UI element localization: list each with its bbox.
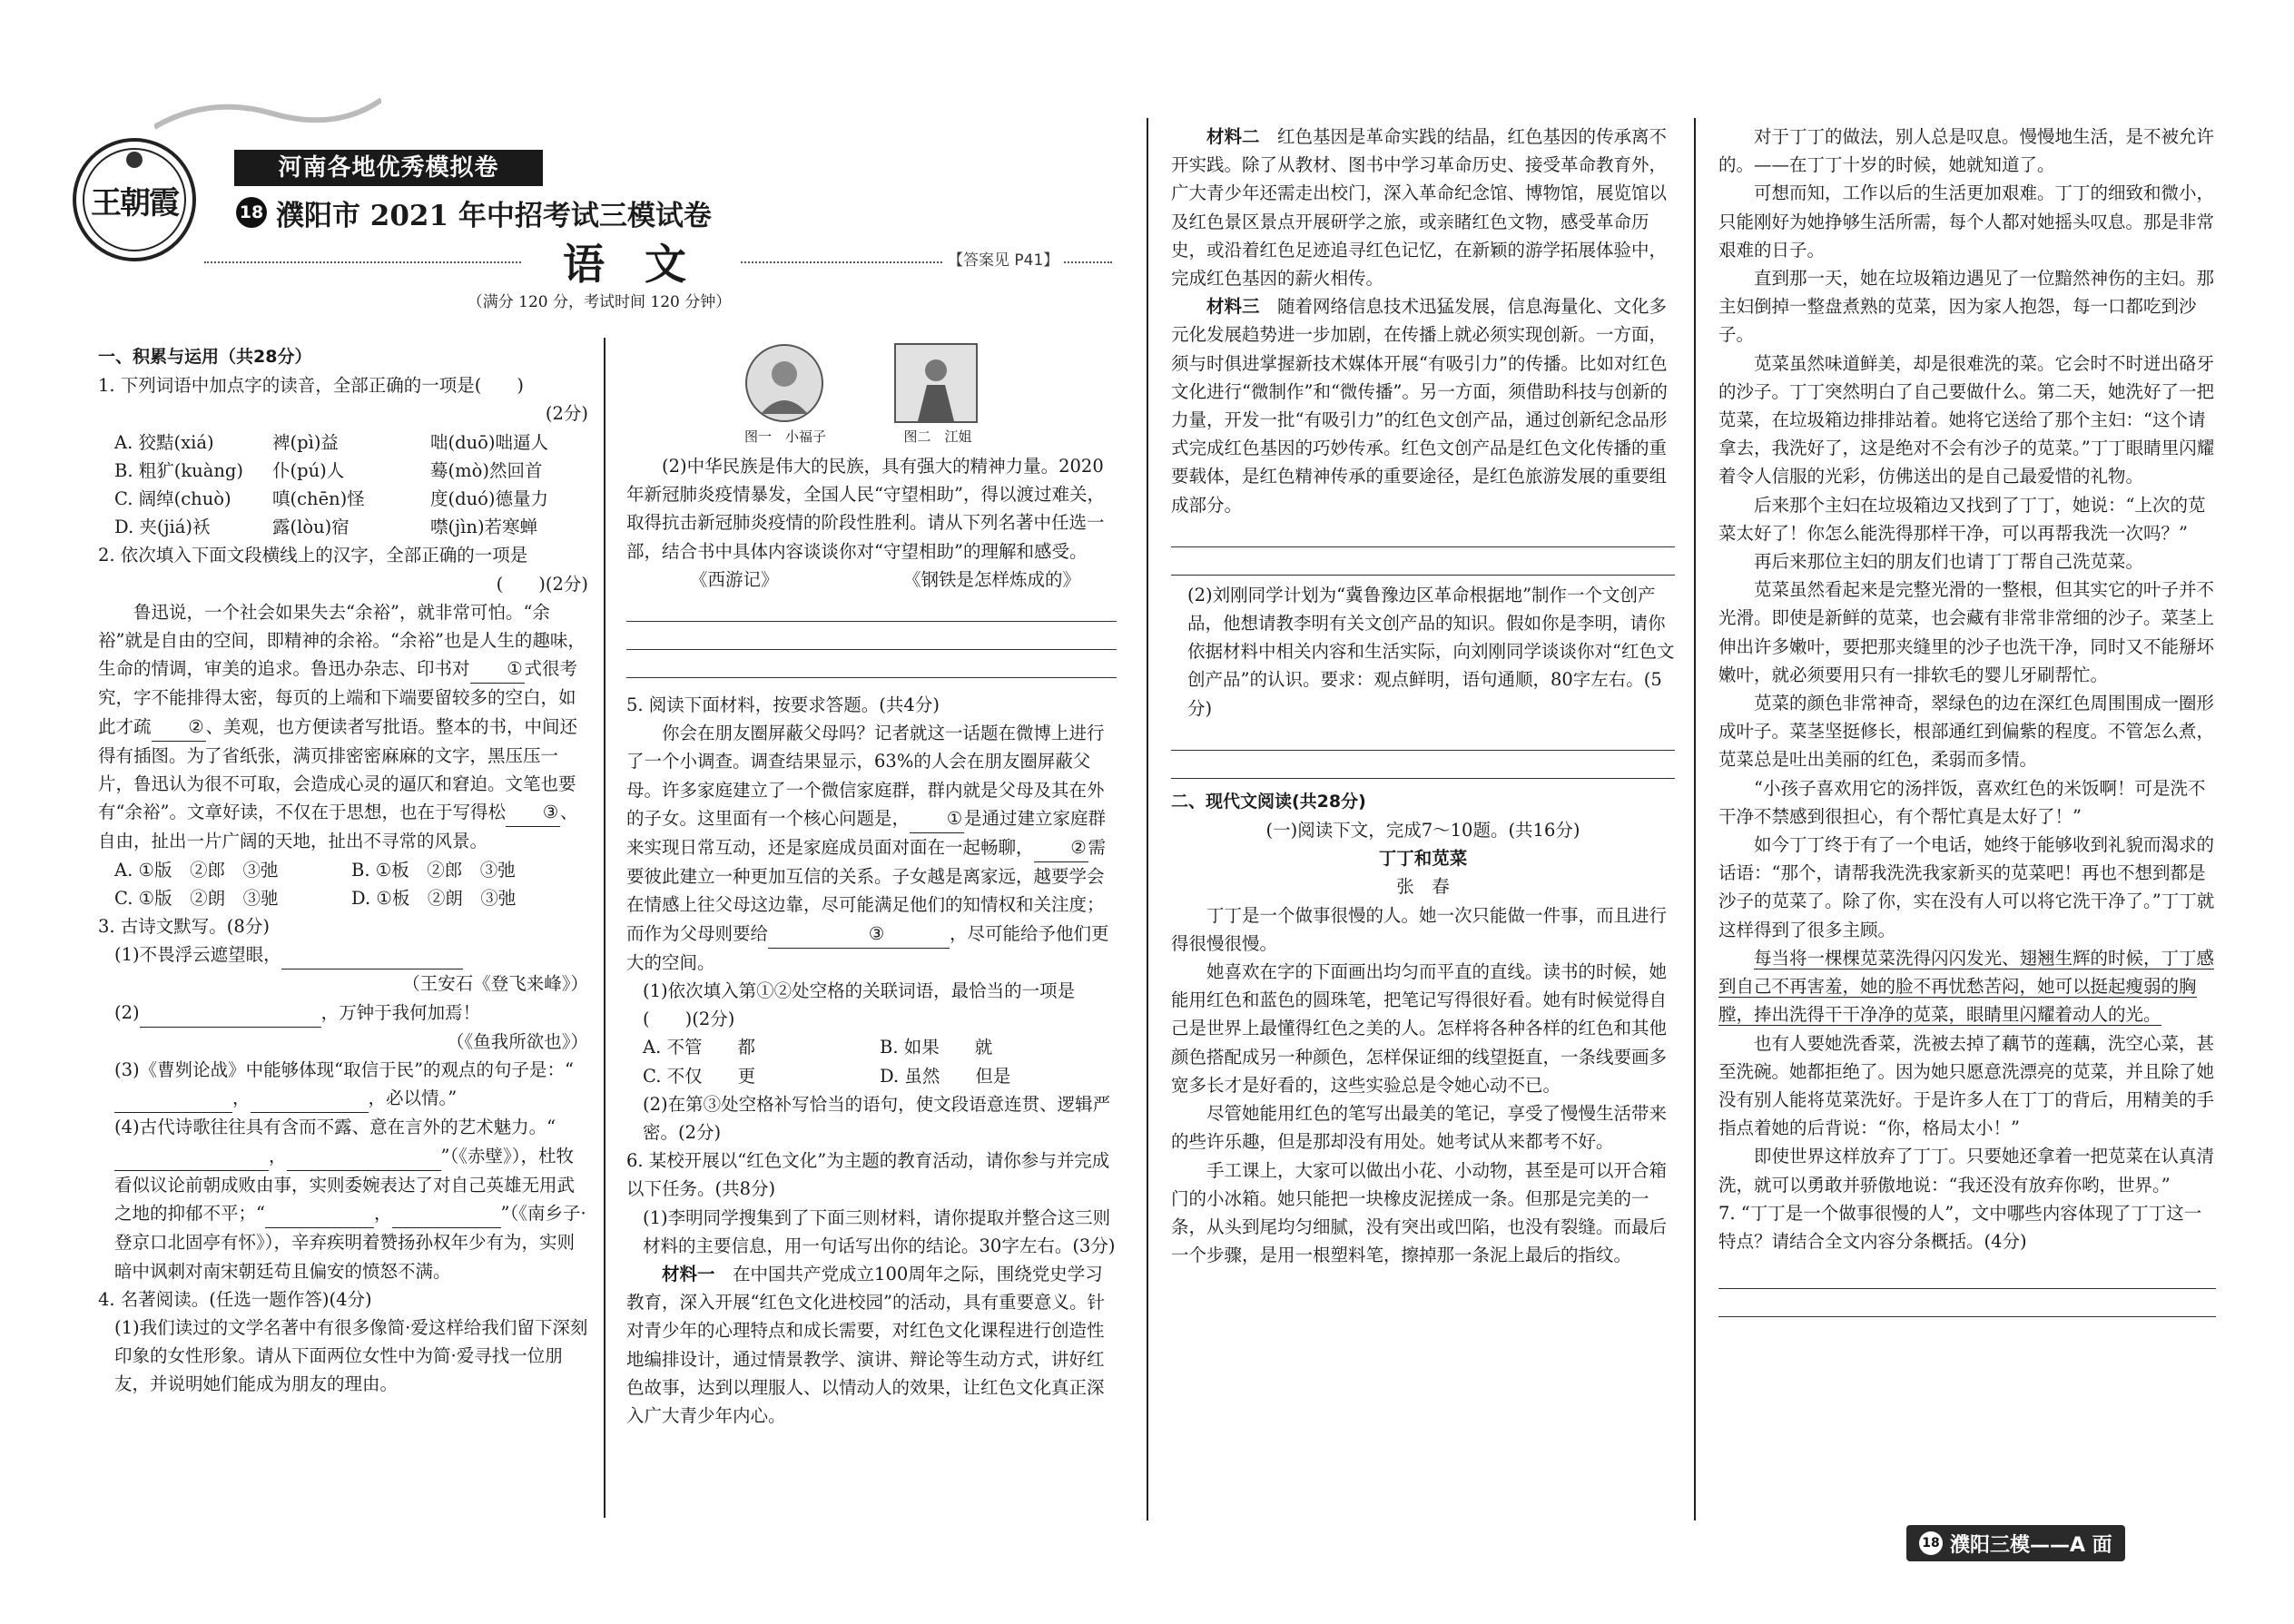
q3-items: (1)不畏浮云遮望眼， （王安石《登飞来峰》） (2) ，万钟于我何加焉！ （《鱼我所欲也》） (3)《曹刿论战》中能够体现“取信于民”的观点的句子是：“ ， ，必以情。” (4)古代诗歌往往具有含而不露、意在言外的艺术魅力。“ ， ”（《赤壁》），杜牧看似议论前朝成败由事，实则委婉表达了对自己英雄无用武之地的抑郁不平；“ ， ”（《南乡子·登京口北固亭有怀》），辛弃疾明着赞扬孙权年少有为，实则暗中讽刺对南宋朝廷苟且偏安的愤怒不满。: [98, 940, 588, 1284]
section2-title: 二、现代文阅读(共28分): [1171, 791, 1366, 812]
story-paragraph: 苋菜的颜色非常神奇，翠绿色的边在深红色周围围成一圈形成叶子。菜茎坚挺修长，根部通红到偏紫的程度。不管怎么煮，苋菜总是吐出美丽的红色，柔弱而多情。: [1718, 693, 2215, 771]
story-paragraph: 她喜欢在字的下面画出均匀而平直的直线。读书的时候，她能用红色和蓝色的圆珠笔，把笔记写得很好看。她有时候觉得自己是世界上最懂得红色之美的人。怎样将各种各样的红色和其他颜色搭配成另一种颜色，怎样保证细的线望挺直，一条线要画多宽多长才是好看的，这些实验总是令她心动不已。: [1171, 961, 1668, 1096]
story-paragraph: 苋菜虽然看起来是完整光滑的一整根，但其实它的叶子并不光滑。即使是新鲜的苋菜，也会藏有非常非常细的沙子。菜茎上伸出许多嫩叶，要把那夹缝里的沙子也洗干净，同时又不能掰坏嫩叶，就必须要用只有一排软毛的婴儿牙刷帮忙。: [1718, 579, 2215, 685]
q2-stem: 2. 依次填入下面文段横线上的汉字，全部正确的一项是: [98, 545, 528, 566]
answer-blank[interactable]: [114, 1084, 232, 1113]
figure-portrait-icon: [894, 343, 978, 423]
footer-label: 濮阳三模——A 面: [1950, 1533, 2112, 1557]
footer-number-badge: 18: [1919, 1531, 1943, 1555]
q1-stem: 1. 下列词语中加点字的读音，全部正确的一项是( ): [98, 375, 525, 397]
story-paragraph: 再后来那位主妇的朋友们也请丁丁帮自己洗苋菜。: [1754, 551, 2144, 573]
answer-line[interactable]: [1718, 1289, 2216, 1317]
exam-title: 濮阳市 2021 年中招考试三模试卷: [276, 199, 712, 232]
column-divider-1: [604, 338, 605, 1518]
q1-option-row: A. 狡黠(xiá) 裨(pì)益 咄(duō)咄逼人: [114, 431, 548, 453]
series-banner: 河南各地优秀模拟卷: [234, 150, 543, 186]
story-paragraph: 即使世界这样放弃了丁丁。只要她还拿着一把苋菜在认真清洗，就可以勇敢并骄傲地说：“我还没有放弃你哟，世界。”: [1718, 1146, 2215, 1196]
q1-score: (2分): [545, 403, 588, 425]
exam-number-badge: 18: [236, 197, 267, 228]
page-footer-badge: [1906, 1525, 2125, 1561]
figure-2: [894, 343, 978, 423]
section1-title: 一、积累与运用（共28分）: [98, 347, 312, 367]
q4-part1: (1)我们读过的文学名著中有很多像简·爱这样给我们留下深刻印象的女性形象。请从下面两位女性中为简·爱寻找一位朋友，并说明她们能成为朋友的理由。: [114, 1316, 588, 1395]
subject-title: 语 文: [522, 231, 740, 291]
answer-blank[interactable]: [287, 1142, 441, 1171]
q1-option-row: D. 夹(jiá)袄 露(lòu)宿 噤(jìn)若寒蝉: [114, 517, 538, 538]
exam-title-row: [236, 192, 712, 232]
answer-line[interactable]: [1171, 751, 1675, 779]
q5-sub1-options: A. 不管 都 B. 如果 就 C. 不仅 更 D. 虽然 但是: [643, 1037, 1011, 1087]
q1-option-row: B. 粗犷(kuàng) 仆(pú)人 蓦(mò)然回首: [114, 459, 543, 481]
answer-line[interactable]: [626, 594, 1117, 622]
q2-options: A. ①版 ②郎 ③弛 B. ①板 ②郎 ③弛 C. ①版 ②朗 ③驰 D. ①板 ②朗 ③弛: [114, 859, 517, 909]
story-paragraph: 可想而知，工作以后的生活更加艰难。丁丁的细致和微小，只能刚好为她挣够生活所需，每个人都对她摇头叹息。那是非常艰难的日子。: [1718, 182, 2215, 261]
q5-sub2: (2)在第③处空格补写恰当的语句，使文段语意连贯、逻辑严密。(2分): [643, 1093, 1111, 1144]
q1-options: [98, 428, 588, 542]
q4-part2: (2)中华民族是伟大的民族，具有强大的精神力量。2020年新冠肺炎疫情暴发，全国人民“守望相助”，得以渡过难关，取得抗击新冠肺炎疫情的阶段性胜利。请从下列名著中任选一部，结合书中具体内容谈谈你对“守望相助”的理解和感受。: [626, 456, 1105, 562]
story-paragraph: 也有人要她洗香菜，洗被去掉了藕节的莲藕，洗空心菜，甚至洗碗。她都拒绝了。因为她只愿意洗漂亮的苋菜，并且除了她没有别人能将苋菜洗好。于是许多人在丁丁的背后，用精美的手指点着她的后背说：“你，格局太小！”: [1718, 1032, 2215, 1139]
q6-material-3: 材料三 随着网络信息技术迅猛发展，信息海量化、文化多元化发展趋势进一步加剧，在传播上就必须实现创新。一方面，须与时俱进掌握新技术媒体开展“有吸引力”的传播。比如对红色文化进行“微制作”和“微传播”。另一方面，须借助科技与创新的力量，开发一批“有吸引力”的红色文创产品，通过创新纪念品形式完成红色基因的巧妙传承。红色文创产品是红色文化传播的重要载体，是红色精神传承的重要途径，是红色旅游发展的重要组成部分。: [1171, 296, 1668, 516]
section2-part1: (一)阅读下文，完成7～10题。(共16分): [1265, 820, 1580, 842]
ribbon-icon: [154, 91, 381, 136]
story-title: 丁丁和苋菜: [1378, 848, 1468, 870]
answer-line[interactable]: [626, 650, 1117, 678]
q6-material-1: 材料一 在中国共产党成立100周年之际，围绕党史学习教育，深入开展“红色文化进校园”的活动，具有重要意义。针对青少年的心理特点和成长需要，对红色文化课程进行创造性地编排设计，通过情景教学、演讲、辩论等生动方式，讲好红色故事，达到以理服人、以情动人的效果，让红色文化真正深入广大青少年内心。: [626, 1264, 1105, 1427]
story-underlined-paragraph: 每当将一棵棵苋菜洗得闪闪发光、翅翘生辉的时候，丁丁感到自己不再害羞，她的脸不再忧愁苦闷，她可以挺起瘦弱的胸膛，捧出洗得干干净净的苋菜，眼睛里闪耀着动人的光。: [1718, 947, 2215, 1026]
logo-text: 王朝霞: [91, 185, 178, 221]
story-paragraph: 丁丁是一个做事很慢的人。她一次只能做一件事，而且进行得很慢很慢。: [1171, 904, 1668, 954]
q5-stem: 5. 阅读下面材料，按要求答题。(共4分): [626, 694, 940, 716]
q1-option-row: C. 阔绰(chuò) 嗔(chēn)怪 度(duó)德量力: [114, 488, 548, 510]
answer-blank[interactable]: [392, 1199, 501, 1228]
answer-reference: 【答案见 P41】: [944, 247, 1062, 270]
column-2: [626, 452, 1117, 1430]
answer-line[interactable]: [1171, 547, 1675, 576]
logo-seal: [71, 136, 198, 263]
exam-info: （满分 120 分，考试时间 120 分钟）: [467, 293, 732, 311]
figure-2-caption: 图二 江姐: [903, 428, 972, 445]
story-paragraph: 后来那个主妇在垃圾箱边又找到了丁丁，她说：“上次的苋菜太好了！你怎么能洗得那样干净，可以再帮我洗一次吗？”: [1718, 494, 2206, 544]
story-paragraph: 直到那一天，她在垃圾箱边遇见了一位黯然神伤的主妇。那主妇倒掉一整盘煮熟的苋菜，因为家人抱怨，每一口都吃到沙子。: [1718, 268, 2215, 346]
q6-sub1: (1)李明同学搜集到了下面三则材料，请你提取并整合这三则材料的主要信息，用一句话写出你的结论。30字左右。(3分): [643, 1206, 1116, 1256]
column-3: [1171, 123, 1675, 1269]
story-paragraph: 手工课上，大家可以做出小花、小动物，甚至是可以开合箱门的小冰箱。她只能把一块橡皮泥搓成一条。但那是完美的一条，从头到尾均匀细腻，没有突出或凹陷，也没有裂缝。而最后一个步骤，是用一根塑料笔，擦掉那一条泥上最后的指纹。: [1171, 1159, 1668, 1266]
figure-1-caption: 图一 小福子: [743, 428, 826, 445]
answer-blank[interactable]: [251, 1084, 369, 1113]
figure-portrait-icon: [744, 343, 824, 423]
story-paragraph: 尽管她能用红色的笔写出最美的笔记，享受了慢慢生活带来的些许乐趣，但是那却没有用处。她考试从来都考不好。: [1171, 1103, 1668, 1153]
answer-blank[interactable]: [281, 940, 463, 969]
answer-line[interactable]: [1718, 1261, 2216, 1289]
story-paragraph: 如今丁丁终于有了一个电话，她终于能够收到礼貌而渴求的话语：“那个，请帮我洗洗我家新买的苋菜吧！再也不想到都是沙子的苋菜了。除了你，实在没有人可以将它洗干净了。”丁丁就这样得到了很多主顾。: [1718, 834, 2215, 940]
column-4: [1718, 123, 2216, 1317]
q6-stem: 6. 某校开展以“红色文化”为主题的教育活动，请你参与并完成以下任务。(共8分): [626, 1150, 1110, 1200]
answer-blank[interactable]: [140, 999, 321, 1028]
q2-score: ( )(2分): [496, 573, 588, 595]
center-fold-divider: [1147, 118, 1148, 1521]
answer-line[interactable]: [1171, 519, 1675, 547]
q5-sub1: (1)依次填入第①②处空格的关联词语，最恰当的一项是( )(2分): [643, 980, 1076, 1030]
answer-blank[interactable]: [114, 1142, 269, 1171]
figure-1: [744, 343, 824, 423]
q6-sub2: (2)刘刚同学计划为“冀鲁豫边区革命根据地”制作一个文创产品，他想请教李明有关文创产品的知识。假如你是李明，请你依据材料中相关内容和生活实际，向刘刚同学谈谈你对“红色文创产品”的认识。要求：观点鲜明，语句通顺，80字左右。(5分): [1187, 584, 1675, 719]
column-1: [98, 343, 588, 1399]
story-paragraph: 对于丁丁的做法，别人总是叹息。慢慢地生活，是不被允许的。——在丁丁十岁的时候，她就知道了。: [1718, 126, 2215, 176]
ribbon-decoration: [154, 91, 381, 136]
q4-stem: 4. 名著阅读。(任选一题作答)(4分): [98, 1288, 372, 1310]
column-divider-3: [1694, 118, 1696, 1521]
story-paragraph: “小孩子喜欢用它的汤拌饭，喜欢红色的米饭啊！可是洗不干净不禁感到很担心，有个帮忙真是太好了！”: [1718, 777, 2206, 827]
q3-stem: 3. 古诗文默写。(8分): [98, 916, 270, 938]
story-paragraph: 苋菜虽然味道鲜美，却是很难洗的菜。它会时不时迸出硌牙的沙子。丁丁突然明白了自己要做什么。第二天，她洗好了一把苋菜，在垃圾箱边排排站着。她将它送给了那个主妇：“这个请拿去，我洗好了，这是绝对不会有沙子的苋菜。”丁丁眼睛里闪耀着令人信服的光彩，仿佛送出的是自己最爱惜的礼物。: [1718, 352, 2215, 487]
answer-line[interactable]: [1171, 723, 1675, 751]
q5-passage: 你会在朋友圈屏蔽父母吗？记者就这一话题在微博上进行了一个小调查。调查结果显示，63%的人会在朋友圈屏蔽父母。许多家庭建立了一个微信家庭群，群内就是父母及其在外的子女。这里面有一个核心问题是， ①是通过建立家庭群来实现日常互动，还是家庭成员面对面在一起畅聊， ②需要彼此建立一种更加互信的关系。子女越是离家远，越要学会在情感上往父母这边靠，尽可能满足他们的知情权和关注度；而作为父母则要给 ③ ，尽可能给予他们更大的空间。: [626, 723, 1109, 973]
q2-passage: 鲁迅说，一个社会如果失去“余裕”，就非常可怕。“余裕”就是自由的空间，即精神的余裕。“余裕”也是人生的趣味，生命的情调，审美的追求。鲁迅办杂志、印书对 ①式很考究，字不能排得太密，每页的上端和下端要留较多的空白，如此才疏 ②、美观，也方便读者写批语。整本的书，中间还得有插图。为了省纸张，满页排密密麻麻的文字，黑压压一片，鲁迅认为很不可取，会造成心灵的逼仄和窘迫。文笔也要有“余裕”。文章好读，不仅在于思想，也在于写得松 ③、自由，扯出一片广阔的天地，扯出不寻常的风景。: [98, 601, 586, 852]
q6-material-2: 材料二 红色基因是革命实践的结晶，红色基因的传承离不开实践。除了从教材、图书中学习革命历史、接受革命教育外，广大青少年还需走出校门，深入革命纪念馆、博物馆，展览馆以及红色景区景点开展研学之旅，或亲睹红色文物，感受革命历史，或沿着红色足迹追寻红色记忆，在新颖的游学拓展体验中，完成红色基因的薪火相传。: [1171, 126, 1668, 290]
q7-stem: 7. “丁丁是一个做事很慢的人”，文中哪些内容体现了丁丁这一特点？请结合全文内容分条概括。(4分): [1718, 1202, 2202, 1252]
story-author: 张 春: [1396, 876, 1450, 898]
answer-line[interactable]: [626, 622, 1117, 650]
q4-books: 《西游记》 《钢铁是怎样炼成的》: [690, 568, 1081, 590]
answer-blank[interactable]: [265, 1199, 374, 1228]
